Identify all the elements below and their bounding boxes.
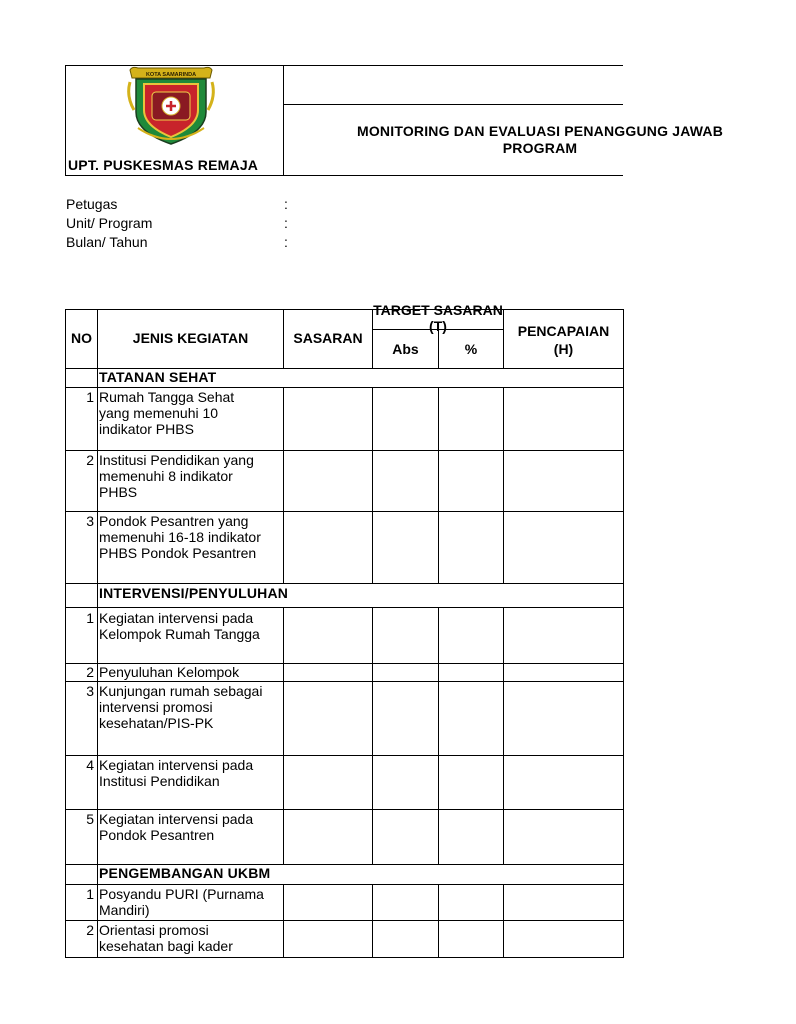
grid-v-abs-s3 bbox=[438, 884, 439, 958]
grid-h-s2-r4 bbox=[65, 809, 624, 810]
row-number: 1 bbox=[86, 610, 94, 626]
info-label-petugas: Petugas bbox=[66, 196, 118, 212]
info-colon-bulan-tahun: : bbox=[284, 234, 288, 250]
row-desc-line: memenuhi 8 indikator bbox=[99, 468, 233, 484]
row-desc-line: Institusi Pendidikan yang bbox=[99, 452, 254, 468]
grid-v-jenis-s1 bbox=[283, 387, 284, 583]
row-desc-line: Kegiatan intervensi pada bbox=[99, 811, 254, 827]
grid-v-sasaran-s1 bbox=[372, 387, 373, 583]
title-line-2: PROGRAM bbox=[502, 140, 578, 156]
row-desc-line: PHBS bbox=[99, 484, 138, 500]
puskesmas-logo bbox=[124, 66, 218, 146]
row-number: 2 bbox=[86, 922, 94, 938]
row-description bbox=[99, 922, 283, 954]
row-description bbox=[99, 452, 283, 500]
row-desc-line: yang memenuhi 10 bbox=[99, 405, 219, 421]
grid-h-s2-r3 bbox=[65, 755, 624, 756]
row-desc-line: kesehatan/PIS-PK bbox=[99, 715, 214, 731]
grid-v-abs-s2 bbox=[438, 607, 439, 864]
row-number: 2 bbox=[86, 452, 94, 468]
row-number: 5 bbox=[86, 811, 94, 827]
row-desc-line: indikator PHBS bbox=[99, 421, 194, 437]
grid-v-jenis-s2 bbox=[283, 607, 284, 864]
row-description bbox=[99, 389, 283, 437]
row-description bbox=[99, 683, 283, 731]
row-description bbox=[99, 886, 283, 918]
col-header-jenis-kegiatan: JENIS KEGIATAN bbox=[132, 330, 249, 346]
grid-v-sasaran-s3 bbox=[372, 884, 373, 958]
document-title bbox=[284, 123, 796, 157]
target-header-cell bbox=[373, 302, 503, 334]
row-desc-line: memenuhi 16-18 indikator bbox=[99, 529, 261, 545]
col-header-pencapaian bbox=[504, 322, 623, 358]
row-desc-line: intervensi promosi bbox=[99, 699, 213, 715]
row-description bbox=[99, 513, 283, 561]
org-name: UPT. PUSKESMAS REMAJA bbox=[68, 157, 259, 173]
row-desc-line: PHBS Pondok Pesantren bbox=[99, 545, 257, 561]
grid-v-right bbox=[623, 309, 624, 958]
row-desc-line: Penyuluhan Kelompok bbox=[99, 664, 240, 680]
grid-h-s1-r3 bbox=[65, 583, 624, 584]
row-desc-line: Orientasi promosi bbox=[99, 922, 209, 938]
row-number: 2 bbox=[86, 664, 94, 680]
row-desc-line: Kunjungan rumah sebagai bbox=[99, 683, 263, 699]
row-number: 3 bbox=[86, 513, 94, 529]
grid-h-s2-r2 bbox=[65, 681, 624, 682]
grid-v-left bbox=[65, 309, 66, 958]
col-header-abs: Abs bbox=[392, 341, 419, 357]
col-header-no: NO bbox=[71, 330, 92, 346]
row-desc-line: Kelompok Rumah Tangga bbox=[99, 626, 260, 642]
row-number: 1 bbox=[86, 389, 94, 405]
row-desc-line: Pondok Pesantren bbox=[99, 827, 215, 843]
grid-v-jenis-s3 bbox=[283, 884, 284, 958]
grid-h-bottom bbox=[65, 957, 624, 958]
row-description bbox=[99, 610, 283, 642]
section-title-intervensi-penyuluhan: INTERVENSI/PENYULUHAN bbox=[99, 585, 289, 601]
row-number: 4 bbox=[86, 757, 94, 773]
grid-h-top bbox=[65, 309, 624, 310]
info-label-unit-program: Unit/ Program bbox=[66, 215, 153, 231]
row-desc-line: Posyandu PURI (Purnama bbox=[99, 886, 264, 902]
info-colon-petugas: : bbox=[284, 196, 288, 212]
section-title-pengembangan-ukbm: PENGEMBANGAN UKBM bbox=[99, 865, 271, 881]
grid-v-pct-s2 bbox=[503, 607, 504, 864]
row-description bbox=[99, 664, 283, 680]
row-number: 3 bbox=[86, 683, 94, 699]
row-number: 1 bbox=[86, 886, 94, 902]
grid-h-s2-title bbox=[65, 607, 624, 608]
row-desc-line: Institusi Pendidikan bbox=[99, 773, 220, 789]
row-description bbox=[99, 811, 283, 843]
row-desc-line: kesehatan bagi kader bbox=[99, 938, 233, 954]
grid-v-abs-s1 bbox=[438, 387, 439, 583]
row-description bbox=[99, 757, 283, 789]
grid-h-s1-title bbox=[65, 387, 624, 388]
grid-v-pct-s3 bbox=[503, 884, 504, 958]
info-label-bulan-tahun: Bulan/ Tahun bbox=[66, 234, 148, 250]
row-desc-line: Mandiri) bbox=[99, 902, 150, 918]
title-cell bbox=[284, 66, 724, 175]
col-header-pencapaian-line2: (H) bbox=[553, 341, 574, 357]
row-desc-line: Kegiatan intervensi pada bbox=[99, 757, 254, 773]
col-header-pencapaian-line1: PENCAPAIAN bbox=[517, 323, 610, 339]
title-line-1: MONITORING DAN EVALUASI PENANGGUNG JAWAB bbox=[356, 123, 724, 139]
col-header-percent: % bbox=[464, 341, 478, 357]
row-desc-line: Rumah Tangga Sehat bbox=[99, 389, 235, 405]
header-bottom-border bbox=[65, 175, 623, 176]
info-colon-unit-program: : bbox=[284, 215, 288, 231]
row-desc-line: Pondok Pesantren yang bbox=[99, 513, 249, 529]
logo-ribbon-text: KOTA SAMARINDA bbox=[145, 72, 197, 78]
grid-h-s3-title bbox=[65, 884, 624, 885]
row-desc-line: Kegiatan intervensi pada bbox=[99, 610, 254, 626]
grid-v-pct-s1 bbox=[503, 387, 504, 583]
grid-v-sasaran-s2 bbox=[372, 607, 373, 864]
grid-h-s3-r1 bbox=[65, 920, 624, 921]
grid-h-s1-r2 bbox=[65, 511, 624, 512]
header-left-border bbox=[65, 65, 66, 176]
col-header-sasaran: SASARAN bbox=[293, 330, 363, 346]
section-title-tatanan-sehat: TATANAN SEHAT bbox=[99, 369, 217, 385]
col-header-target-sasaran: TARGET SASARAN (T) bbox=[373, 302, 503, 334]
grid-h-s1-r1 bbox=[65, 450, 624, 451]
